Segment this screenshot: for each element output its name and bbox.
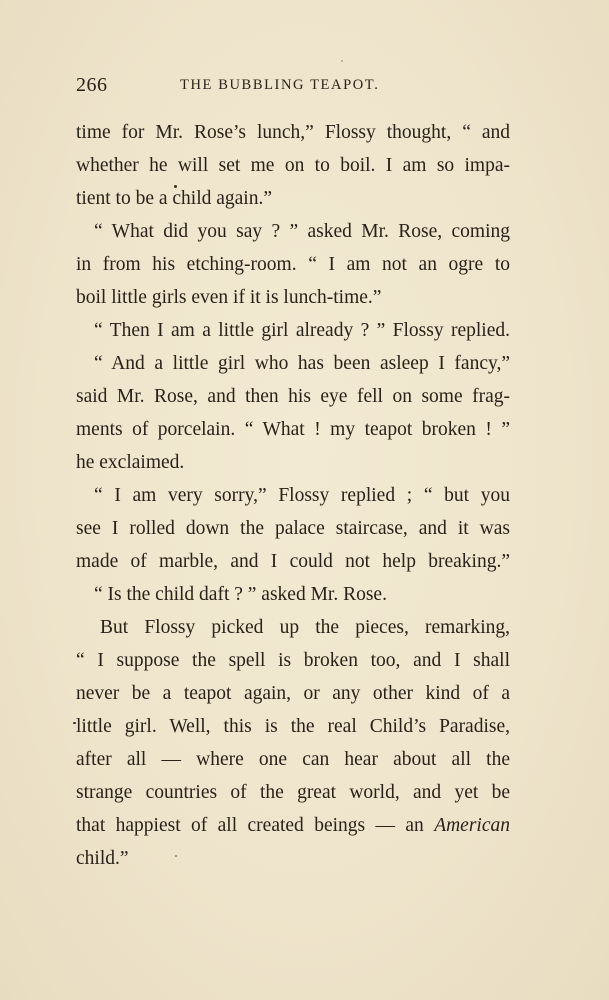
running-head: THE BUBBLING TEAPOT.	[180, 77, 380, 93]
text-line: after all — where one can hear about all the	[76, 749, 510, 770]
print-speck	[175, 855, 177, 857]
text-line: child.”	[76, 848, 129, 869]
text-line: “ I am very sorry,” Flossy replied ; “ but you	[94, 485, 510, 506]
text-line: never be a teapot again, or any other kind of a	[76, 683, 510, 704]
text-line: see I rolled down the palace staircase, and it was	[76, 518, 510, 539]
text-line: made of marble, and I could not help breaking.”	[76, 551, 510, 572]
text-line: “ What did you say ? ” asked Mr. Rose, coming	[94, 221, 510, 242]
text-line-with-italic	[76, 811, 510, 841]
text-line: “ Then I am a little girl already ? ” Flossy replied.	[94, 320, 510, 341]
page-header	[76, 74, 510, 98]
text-line: he exclaimed.	[76, 452, 185, 473]
text-line: “ I suppose the spell is broken too, and I shall	[76, 650, 510, 671]
text-line: time for Mr. Rose’s lunch,” Flossy thought, “ and	[76, 122, 510, 143]
italic-word: American	[434, 815, 510, 836]
text-line: “ And a little girl who has been asleep I fancy,”	[94, 353, 510, 374]
print-speck	[341, 60, 343, 62]
print-speck	[174, 185, 177, 188]
text-line: whether he will set me on to boil. I am so impa-	[76, 155, 510, 176]
text-line-segment: that happiest of all created beings — an	[76, 815, 435, 836]
text-line: ments of porcelain. “ What ! my teapot broken ! ”	[76, 419, 510, 440]
text-line: tient to be a child again.”	[76, 188, 273, 209]
print-speck	[73, 722, 76, 724]
text-line: said Mr. Rose, and then his eye fell on some frag-	[76, 386, 510, 407]
text-line: in from his etching-room. “ I am not an ogre to	[76, 254, 510, 275]
text-line: “ Is the child daft ? ” asked Mr. Rose.	[94, 584, 387, 605]
page-number: 266	[76, 74, 108, 96]
text-line: little girl. Well, this is the real Child’s Paradise,	[76, 716, 510, 737]
text-line: But Flossy picked up the pieces, remarking,	[100, 617, 510, 638]
text-line: strange countries of the great world, and yet be	[76, 782, 510, 803]
text-line: boil little girls even if it is lunch-time.”	[76, 287, 382, 308]
